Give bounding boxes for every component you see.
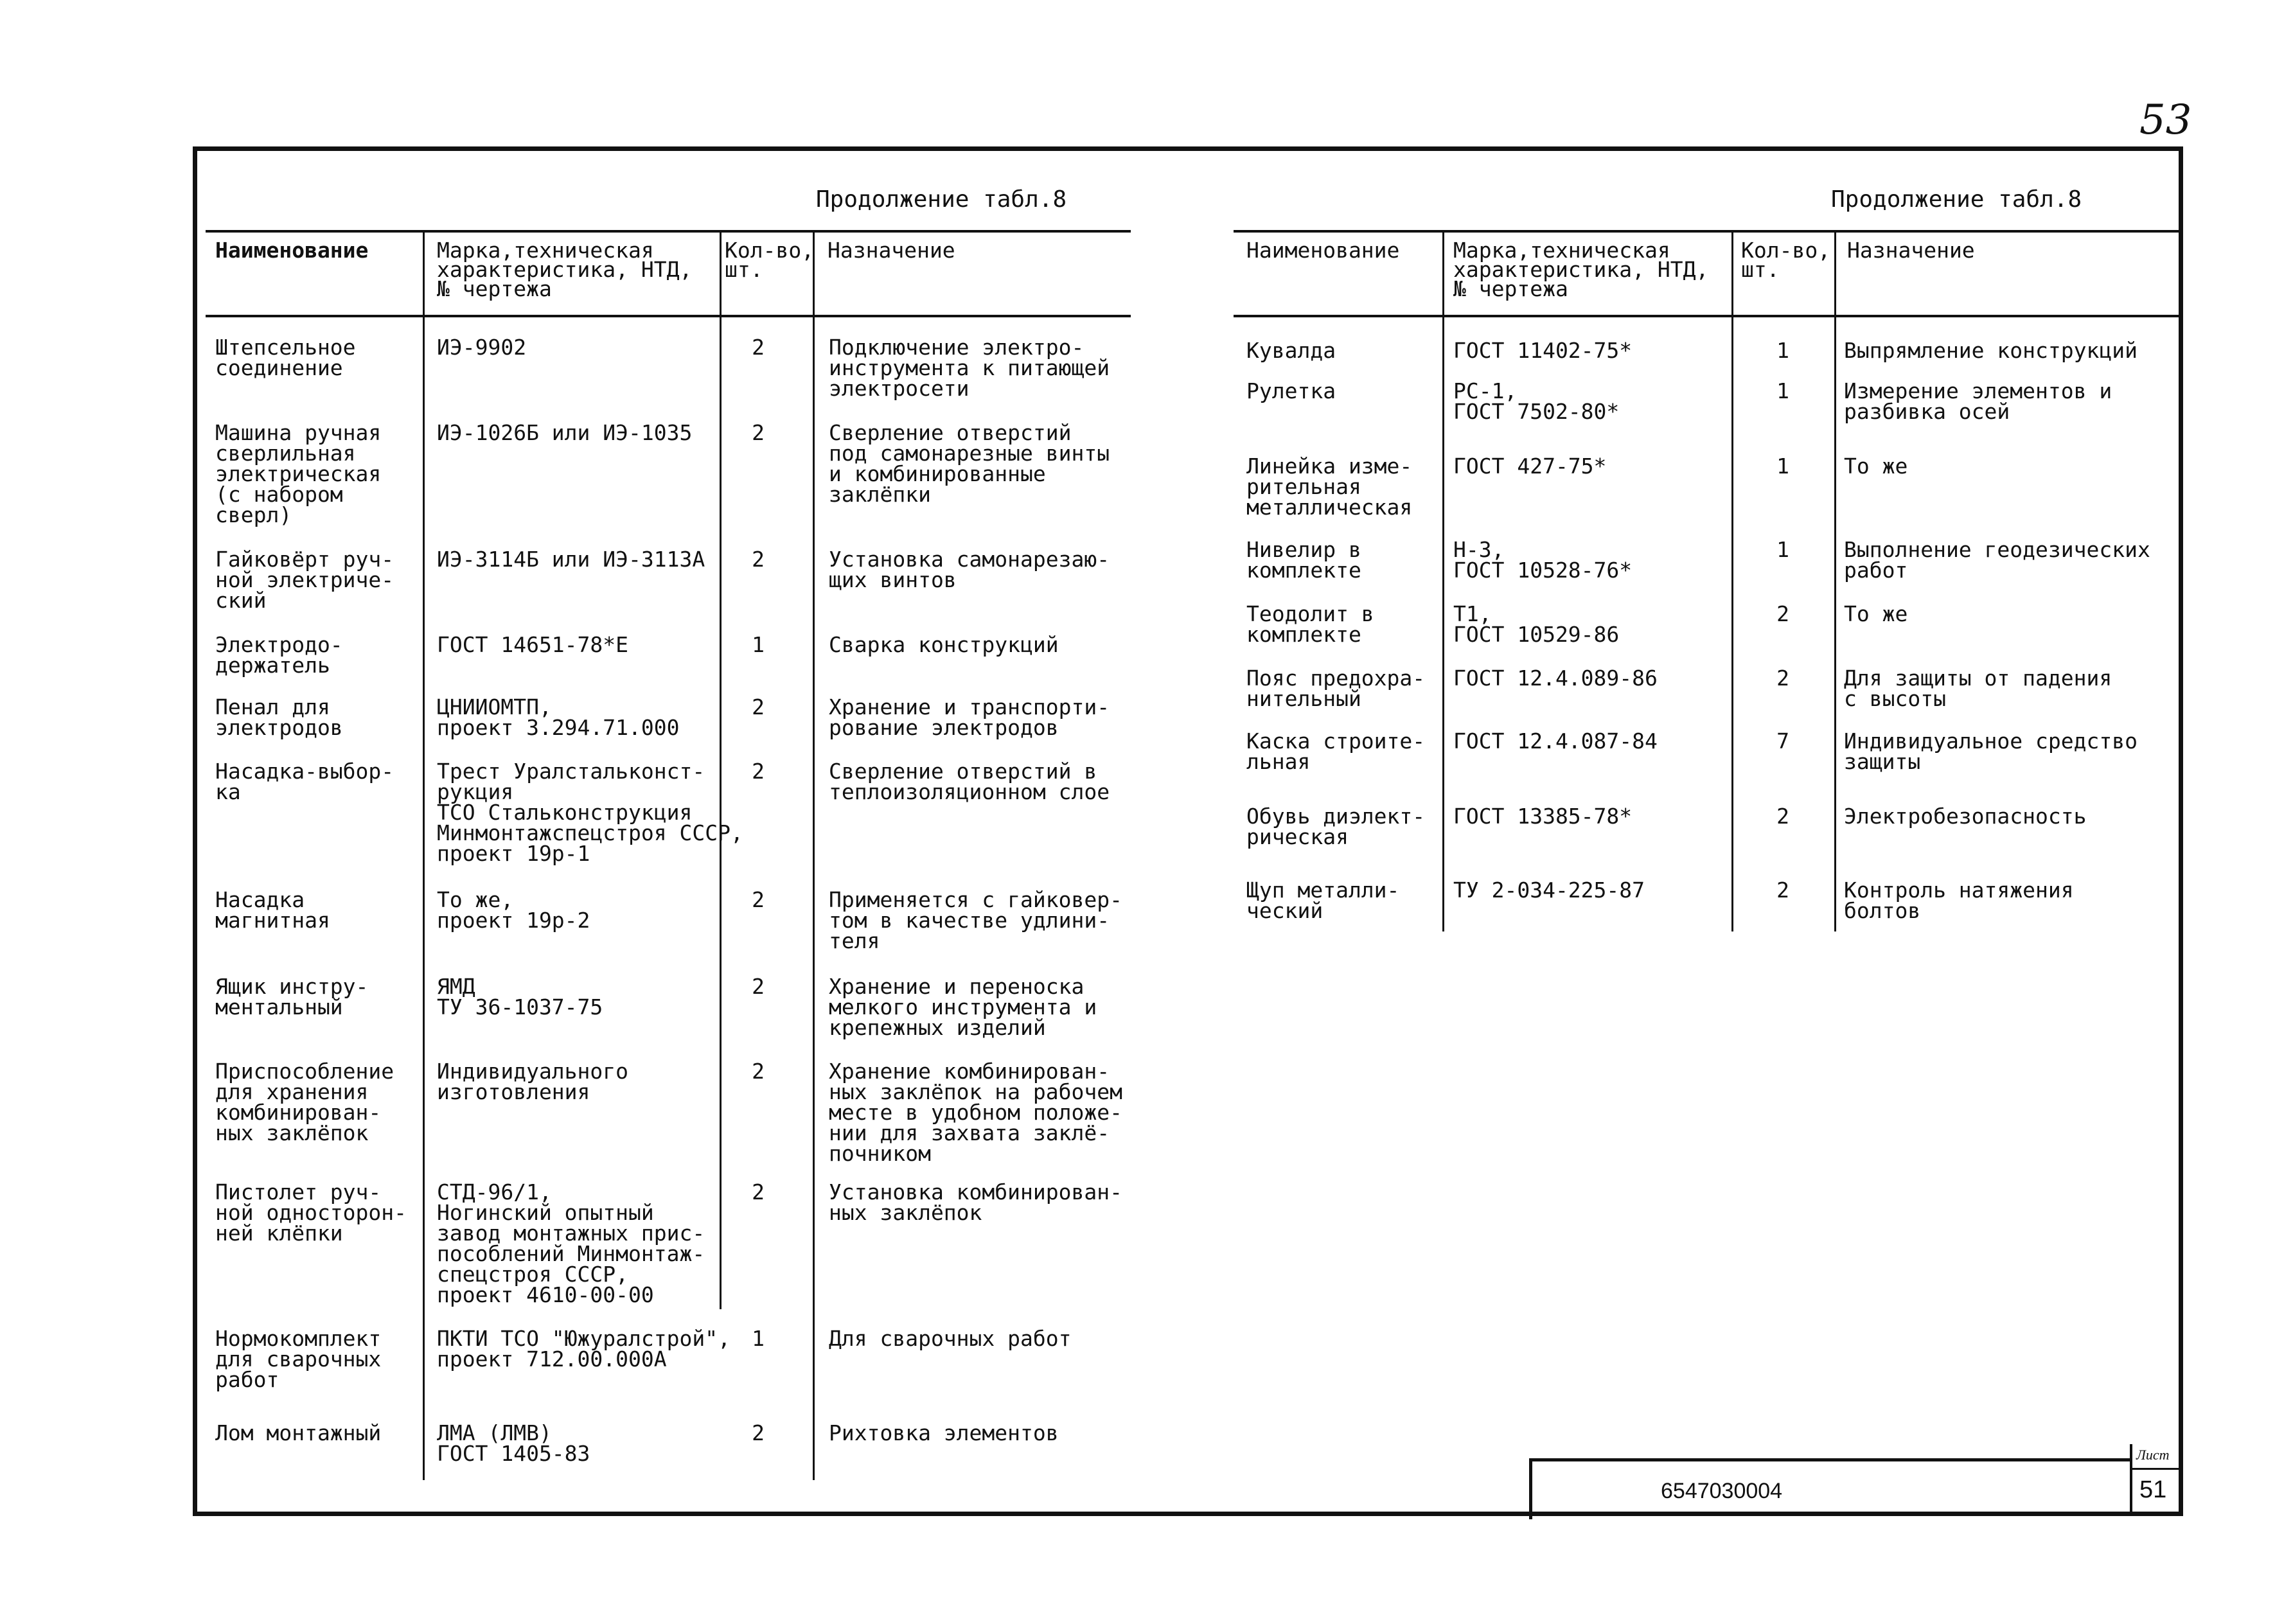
table-cell-purpose: Установка комбинирован- ных заклёпок [829, 1179, 1122, 1225]
table-cell-purpose: Хранение и переноска мелкого инструмента и крепежных изделий [829, 974, 1097, 1040]
table-cell-qty: 2 [752, 420, 765, 445]
table-cell-name: Теодолит в комплекте [1246, 601, 1374, 647]
table-cell-purpose: Подключение электро- инструмента к питающей электросети [829, 335, 1110, 401]
table-cell-mark: ПКТИ ТСО "Южуралстрой", проект 712.00.000А [437, 1326, 730, 1372]
right-header-mark: Марка,техническая характеристика, НТД, № чертежа [1453, 238, 1709, 301]
table-cell-purpose: Для защиты от падения с высоты [1844, 666, 2112, 711]
left-header-bottom-rule [206, 315, 1131, 317]
sheet-label: Лист [2136, 1447, 2170, 1463]
table-cell-purpose: Сварка конструкций [829, 632, 1059, 657]
table-cell-qty: 2 [752, 547, 765, 572]
right-header-bottom-rule [1234, 315, 2181, 317]
sheet-number: 51 [2139, 1476, 2167, 1503]
table-cell-purpose: Индивидуальное средство защиты [1844, 728, 2138, 774]
table-cell-mark: ГОСТ 14651-78*Е [437, 632, 629, 657]
table-cell-mark: Т1, ГОСТ 10529-86 [1453, 601, 1620, 647]
table-cell-mark: То же, проект 19р-2 [437, 887, 590, 933]
table-cell-name: Пенал для электродов [215, 694, 343, 740]
table-cell-mark: ЯМД ТУ 36-1037-75 [437, 974, 603, 1019]
right-header-purpose: Назначение [1847, 238, 1975, 263]
table-cell-name: Гайковёрт руч- ной электриче- ский [215, 547, 394, 613]
table-cell-purpose: Сверление отверстий под самонарезные винты и комбинированные заклёпки [829, 420, 1110, 507]
table-cell-name: Пистолет руч- ной односторон- ней клёпки [215, 1179, 407, 1246]
table-cell-qty: 1 [1776, 454, 1789, 479]
left-header-top-rule [206, 230, 1131, 233]
table-cell-qty: 1 [752, 632, 765, 657]
table-cell-purpose: Для сварочных работ [829, 1326, 1072, 1351]
right-col-divider-2 [1731, 230, 1733, 931]
table-cell-purpose: Хранение комбинирован- ных заклёпок на рабочем месте в удобном положе- нии для захвата заклё- почником [829, 1059, 1122, 1166]
left-col-divider-3 [813, 230, 815, 1480]
table-cell-qty: 1 [1776, 537, 1789, 562]
table-cell-name: Обувь диэлект- рическая [1246, 804, 1426, 849]
table-cell-mark: Индивидуального изготовления [437, 1059, 629, 1104]
table-cell-mark: ЛМА (ЛМВ) ГОСТ 1405-83 [437, 1420, 590, 1466]
table-cell-mark: ГОСТ 13385-78* [1453, 804, 1633, 829]
table-cell-qty: 2 [1776, 878, 1789, 903]
table-cell-qty: 2 [752, 1059, 765, 1084]
table-cell-name: Лом монтажный [215, 1420, 382, 1445]
table-cell-name: Приспособление для хранения комбинирован- ных заклёпок [215, 1059, 394, 1145]
table-cell-name: Нивелир в комплекте [1246, 537, 1361, 583]
table-cell-qty: 2 [752, 887, 765, 912]
table-cell-purpose: Сверление отверстий в теплоизоляционном слое [829, 759, 1110, 804]
table-cell-purpose: Электробезопасность [1844, 804, 2087, 829]
table-cell-name: Каска строите- льная [1246, 728, 1426, 774]
table-cell-mark: ИЭ-9902 [437, 335, 527, 360]
table-cell-name: Машина ручная сверлильная электрическая (с набором сверл) [215, 420, 382, 527]
left-header-mark: Марка,техническая характеристика, НТД, № чертежа [437, 238, 693, 301]
table-cell-qty: 1 [752, 1326, 765, 1351]
left-header-name: Наименование [215, 238, 369, 263]
left-table-caption: Продолжение табл.8 [816, 186, 1067, 213]
table-cell-qty: 2 [752, 335, 765, 360]
left-header-purpose: Назначение [828, 238, 955, 263]
table-cell-mark: ТУ 2-034-225-87 [1453, 878, 1645, 903]
table-cell-purpose: Хранение и транспорти- рование электродов [829, 694, 1110, 740]
table-cell-name: Щуп металли- ческий [1246, 878, 1400, 923]
table-cell-purpose: То же [1844, 601, 1908, 626]
right-table-caption: Продолжение табл.8 [1831, 186, 2082, 213]
right-header-name: Наименование [1246, 238, 1400, 263]
table-cell-qty: 2 [752, 694, 765, 719]
table-cell-name: Кувалда [1246, 338, 1336, 363]
table-cell-mark: РС-1, ГОСТ 7502-80* [1453, 378, 1620, 424]
table-cell-name: Линейка изме- рительная металлическая [1246, 454, 1413, 520]
table-cell-mark: СТД-96/1, Ногинский опытный завод монтажных прис- пособлений Минмонтаж- спецстроя СССР, проект 4610-00-00 [437, 1179, 705, 1307]
left-col-divider-1 [423, 230, 425, 1480]
sheet-divider [2132, 1468, 2183, 1470]
table-cell-qty: 2 [752, 1420, 765, 1445]
table-cell-mark: ГОСТ 12.4.087-84 [1453, 728, 1658, 754]
right-col-divider-1 [1442, 230, 1444, 931]
table-cell-name: Рулетка [1246, 378, 1336, 403]
page-number: 53 [2139, 96, 2192, 144]
table-cell-mark: ЦНИИОМТП, проект 3.294.71.000 [437, 694, 680, 740]
table-cell-name: Штепсельное соединение [215, 335, 356, 380]
table-cell-mark: ГОСТ 427-75* [1453, 454, 1607, 479]
right-col-divider-3 [1834, 230, 1836, 931]
table-cell-qty: 7 [1776, 728, 1789, 754]
table-cell-qty: 2 [752, 1179, 765, 1205]
table-cell-mark: Трест Уралстальконст- рукция ТСО Стальконструкция Минмонтажспецстроя СССР, проект 19р-1 [437, 759, 743, 866]
table-cell-qty: 2 [1776, 601, 1789, 626]
table-cell-qty: 2 [752, 759, 765, 784]
table-cell-qty: 1 [1776, 338, 1789, 363]
table-cell-purpose: Применяется с гайковер- том в качестве удлини- теля [829, 887, 1122, 953]
table-cell-purpose: Выпрямление конструкций [1844, 338, 2138, 363]
table-cell-mark: ГОСТ 12.4.089-86 [1453, 666, 1658, 691]
table-cell-purpose: Измерение элементов и разбивка осей [1844, 378, 2112, 424]
table-cell-purpose: То же [1844, 454, 1908, 479]
right-header-qty: Кол-во, шт. [1741, 238, 1831, 282]
table-cell-mark: ИЭ-3114Б или ИЭ-3113А [437, 547, 705, 572]
table-cell-qty: 2 [1776, 804, 1789, 829]
table-cell-mark: ИЭ-1026Б или ИЭ-1035 [437, 420, 693, 445]
table-cell-mark: Н-3, ГОСТ 10528-76* [1453, 537, 1633, 583]
table-cell-qty: 2 [752, 974, 765, 999]
table-cell-purpose: Контроль натяжения болтов [1844, 878, 2074, 923]
table-cell-name: Насадка-выбор- ка [215, 759, 394, 804]
table-cell-name: Ящик инстру- ментальный [215, 974, 369, 1019]
table-cell-purpose: Рихтовка элементов [829, 1420, 1059, 1445]
table-cell-purpose: Установка самонарезаю- щих винтов [829, 547, 1110, 592]
table-cell-name: Насадка магнитная [215, 887, 330, 933]
right-header-top-rule [1234, 230, 2181, 233]
table-cell-name: Нормокомплект для сварочных работ [215, 1326, 382, 1392]
left-header-qty: Кол-во, шт. [725, 238, 815, 282]
table-cell-qty: 2 [1776, 666, 1789, 691]
table-cell-purpose: Выполнение геодезических работ [1844, 537, 2150, 583]
table-cell-name: Пояс предохра- нительный [1246, 666, 1426, 711]
document-code: 6547030004 [1661, 1479, 1783, 1503]
table-cell-qty: 1 [1776, 378, 1789, 403]
title-block [1529, 1458, 2130, 1519]
table-cell-name: Электродо- держатель [215, 632, 343, 678]
table-cell-mark: ГОСТ 11402-75* [1453, 338, 1633, 363]
